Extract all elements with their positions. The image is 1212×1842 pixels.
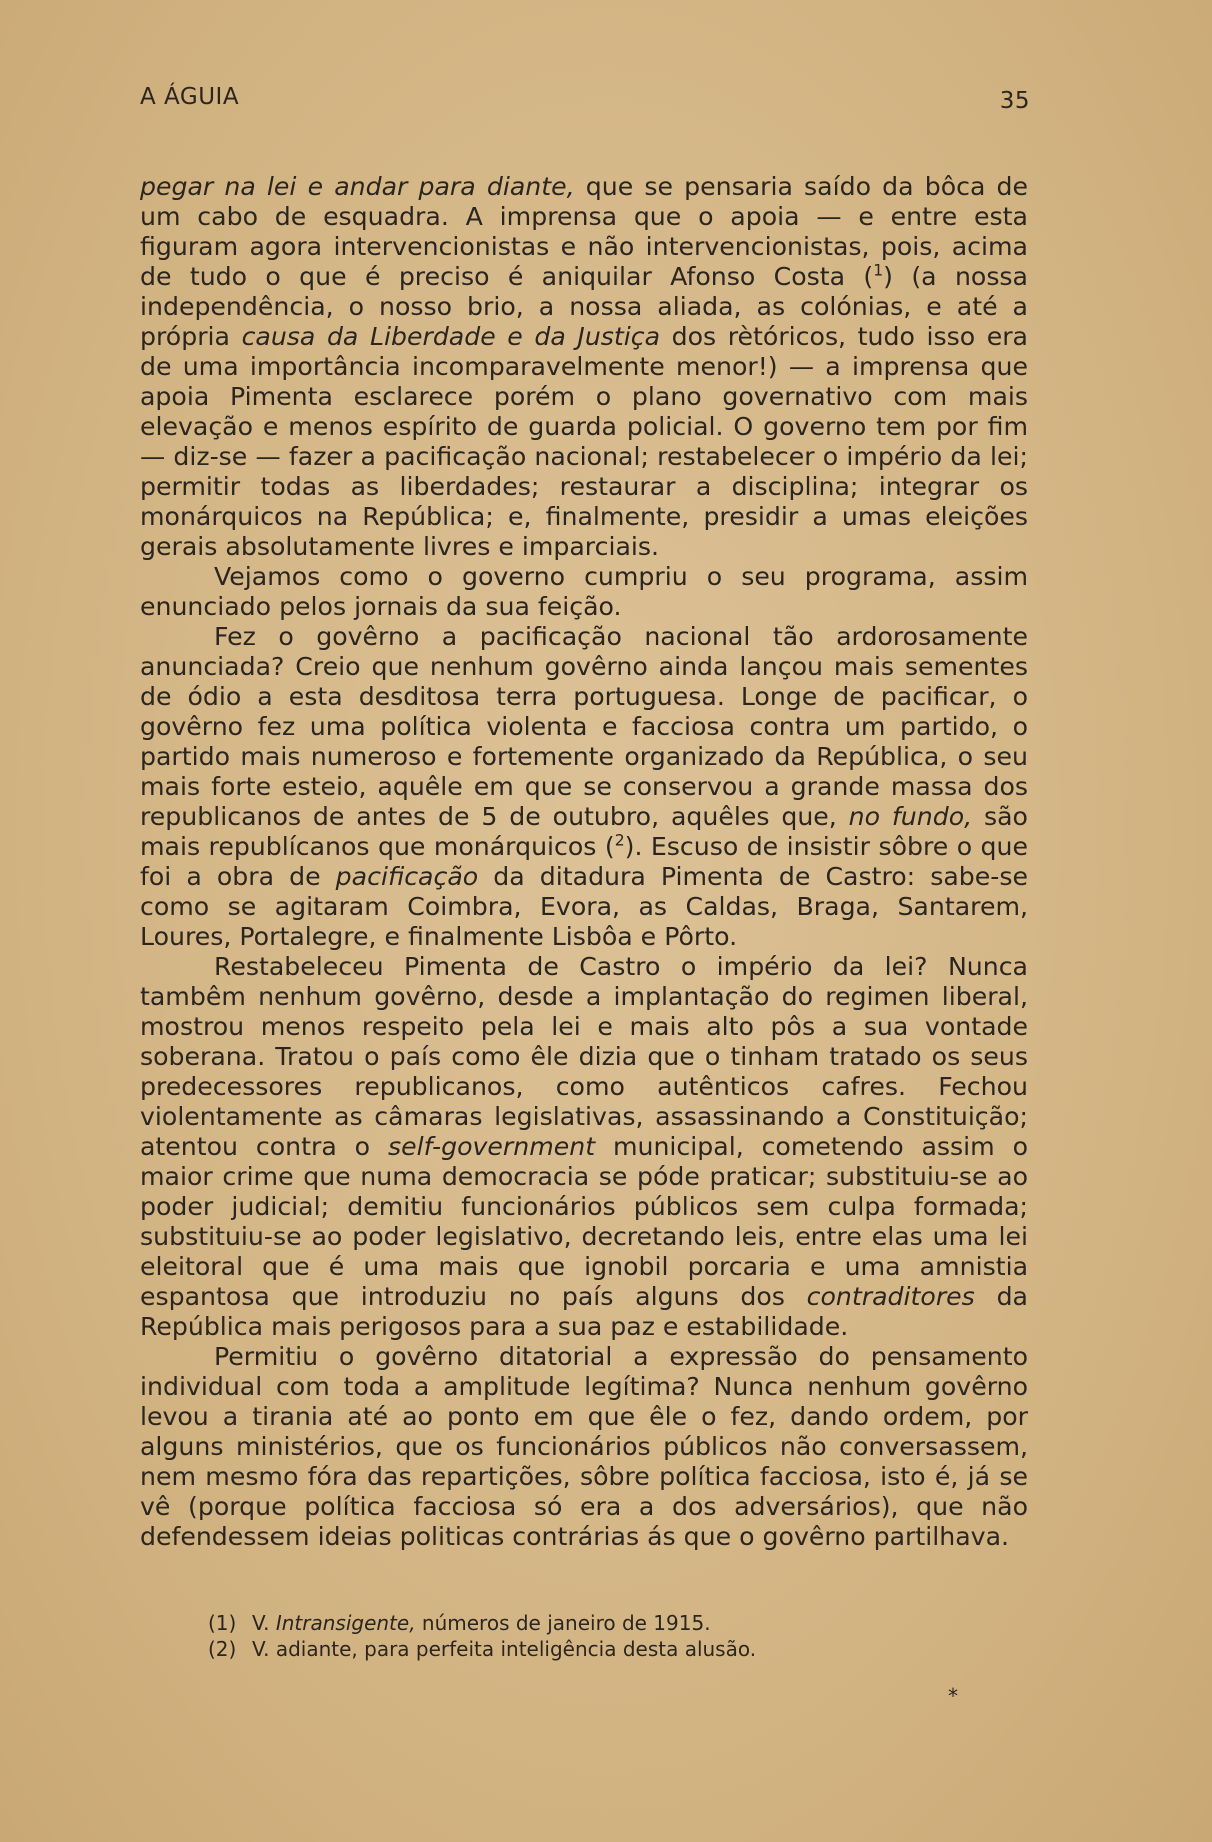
footnotes bbox=[208, 1610, 988, 1662]
text-run: são mais republícanos que monárquicos ( bbox=[140, 802, 1028, 861]
text-run: V. adiante, para perfeita inteligência desta alusão. bbox=[252, 1637, 757, 1661]
footnote-mark: (2) bbox=[208, 1637, 237, 1661]
footnote-ref: 2 bbox=[614, 831, 625, 850]
footnote bbox=[208, 1610, 988, 1636]
text-run: ) (a nossa independência, o nosso brio, a nossa aliada, as colónias, e até a própria bbox=[140, 262, 1028, 351]
footnote-mark: (1) bbox=[208, 1611, 237, 1635]
page-header bbox=[140, 84, 1030, 120]
paragraph bbox=[140, 952, 1028, 1342]
text-run: municipal, cometendo assim o maior crime que numa democracia se póde praticar; substituiu-se ao poder judicial; demitiu funcionários públicos sem culpa formada; substituiu-se ao poder legislativo, decretando leis, entre elas uma lei eleitoral que é uma mais que ignobil porcaria e uma amnistia espantosa que introduziu no país alguns dos bbox=[140, 1132, 1028, 1311]
page-number: 35 bbox=[999, 88, 1030, 114]
italic-phrase: self-government bbox=[387, 1132, 596, 1161]
body-text bbox=[140, 172, 1028, 1552]
text-run: dos rètóricos, tudo isso era de uma importância incomparavelmente menor!) — a imprensa que apoia Pimenta esclarece porém o plano governativo com mais elevação e menos espírito de guarda policial. O governo tem por fim — diz-se — fazer a pacificação nacional; restabelecer o império da lei; permitir todas as liberdades; restaurar a disciplina; integrar os monárquicos na República; e, finalmente, presidir a umas eleições gerais absolutamente livres e imparciais. bbox=[140, 322, 1028, 561]
text-run: Restabeleceu Pimenta de Castro o império da lei? Nunca tambêm nenhum govêrno, desde a implantação do regimen liberal, mostrou menos respeito pela lei e mais alto pôs a sua vontade soberana. Tratou o país como êle dizia que o tinham tratado os seus predecessores republicanos, como autênticos cafres. Fechou violentamente as câmaras legislativas, assassinando a Constituição; atentou contra o bbox=[140, 952, 1028, 1161]
text-run: V. bbox=[252, 1611, 276, 1635]
italic-phrase: causa da Liberdade e da Justiça bbox=[241, 322, 661, 351]
italic-phrase: pegar na lei e andar para diante, bbox=[140, 172, 575, 201]
text-run: Vejamos como o governo cumpriu o seu programa, assim enunciado pelos jornais da sua feição. bbox=[140, 562, 1028, 621]
footnote-ref: 1 bbox=[873, 261, 884, 280]
paragraph bbox=[140, 172, 1028, 562]
italic-phrase: pacificação bbox=[335, 862, 479, 891]
text-run: da ditadura Pimenta de Castro: sabe-se como se agitaram Coimbra, Evora, as Caldas, Braga, Santarem, Loures, Portalegre, e finalmente Lisbôa e Pôrto. bbox=[140, 862, 1028, 951]
text-run: da República mais perigosos para a sua paz e estabilidade. bbox=[140, 1282, 1028, 1341]
section-ornament: * bbox=[948, 1684, 958, 1708]
text-run: Fez o govêrno a pacificação nacional tão ardorosamente anunciada? Creio que nenhum govêrno ainda lançou mais sementes de ódio a esta desditosa terra portuguesa. Longe de pacificar, o govêrno fez uma política violenta e facciosa contra um partido, o partido mais numeroso e fortemente organizado da República, o seu mais forte esteio, aquêle em que se conservou a grande massa dos republicanos de antes de 5 de outubro, aquêles que, bbox=[140, 622, 1028, 831]
italic-phrase: no fundo, bbox=[848, 802, 973, 831]
text-run: Permitiu o govêrno ditatorial a expressão do pensamento individual com toda a amplitude legítima? Nunca nenhum govêrno levou a tirania até ao ponto em que êle o fez, dando ordem, por alguns ministérios, que os funcionários públicos não conversassem, nem mesmo fóra das repartições, sôbre política facciosa, isto é, já se vê (porque política facciosa só era a dos adversários), que não defendessem ideias politicas contrárias ás que o govêrno partilhava. bbox=[140, 1342, 1028, 1551]
text-run: números de janeiro de 1915. bbox=[415, 1611, 711, 1635]
text-run: que se pensaria saído da bôca de um cabo de esquadra. A imprensa que o apoia — e entre esta figuram agora intervencionistas e não intervencionistas, pois, acima de tudo o que é preciso é aniquilar Afonso Costa ( bbox=[140, 172, 1029, 291]
italic-phrase: Intransigente, bbox=[275, 1611, 416, 1635]
italic-phrase: contraditores bbox=[806, 1282, 975, 1311]
running-title: A ÁGUIA bbox=[140, 84, 240, 110]
paragraph bbox=[140, 1342, 1028, 1552]
paragraph bbox=[140, 622, 1028, 952]
footnote bbox=[208, 1636, 988, 1662]
paragraph bbox=[140, 562, 1028, 622]
text-run: ). Escuso de insistir sôbre o que foi a obra de bbox=[140, 832, 1028, 891]
